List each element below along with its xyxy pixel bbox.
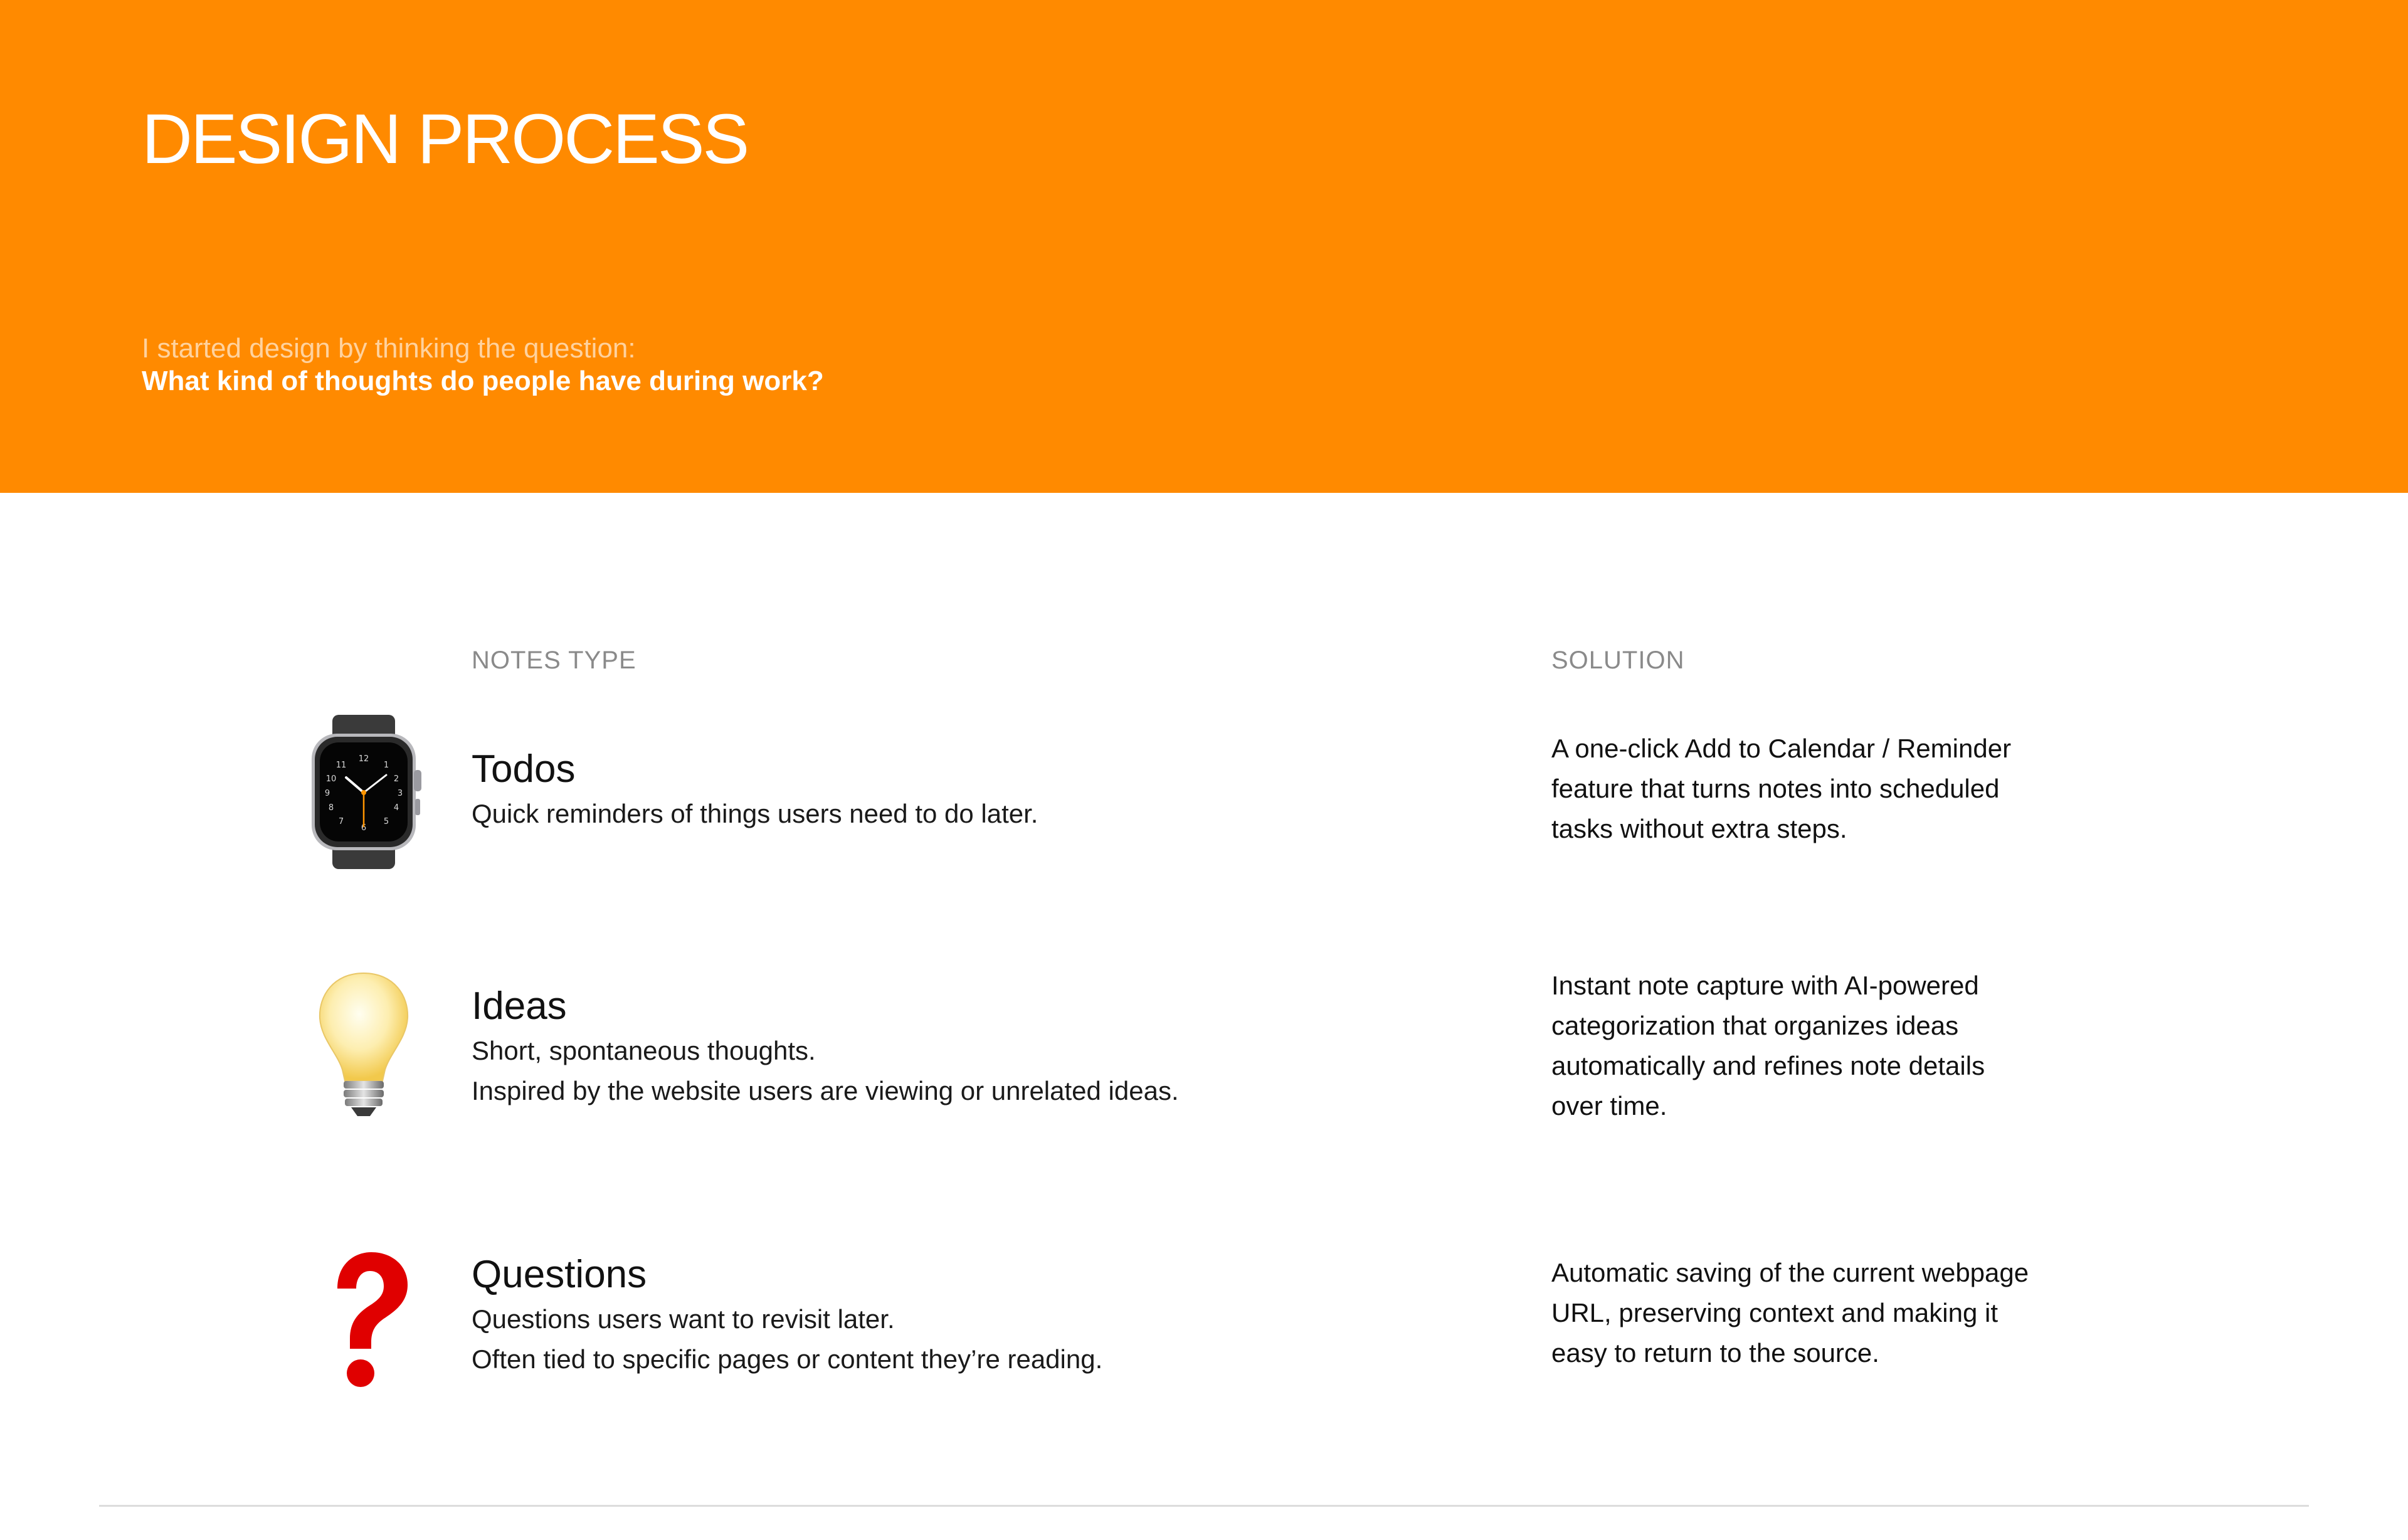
svg-text:2: 2 — [393, 774, 399, 784]
desc-line: Inspired by the website users are viewing or unrelated ideas. — [472, 1076, 1179, 1105]
solution-line: automatically and refines note details — [1551, 1051, 1985, 1080]
question-mark-icon — [301, 1245, 426, 1401]
desc-line: Often tied to specific pages or content they’re reading. — [472, 1344, 1103, 1374]
svg-text:4: 4 — [393, 803, 399, 813]
solution-line: tasks without extra steps. — [1551, 814, 1847, 843]
solution-line: feature that turns notes into scheduled — [1551, 774, 2000, 803]
solution-line: easy to return to the source. — [1551, 1338, 1879, 1368]
solution-ideas — [1551, 966, 2103, 1126]
page-title: DESIGN PROCESS — [142, 100, 748, 178]
svg-text:12: 12 — [358, 754, 369, 764]
notes-type-header: NOTES TYPE — [472, 646, 636, 674]
svg-text:10: 10 — [325, 774, 337, 784]
solution-header: SOLUTION — [1551, 646, 1685, 674]
hero-intro-text: I started design by thinking the question: — [142, 333, 636, 364]
section-divider — [99, 1505, 2309, 1507]
note-type-desc-todos — [472, 794, 1038, 834]
desc-line: Questions users want to revisit later. — [472, 1304, 895, 1334]
solution-line: Instant note capture with AI-powered — [1551, 971, 1979, 1000]
solution-questions — [1551, 1253, 2103, 1373]
solution-line: A one-click Add to Calendar / Reminder — [1551, 734, 2012, 763]
svg-text:8: 8 — [328, 803, 334, 813]
note-type-title-todos: Todos — [472, 747, 576, 791]
solution-line: over time. — [1551, 1091, 1667, 1121]
note-type-desc-ideas — [472, 1031, 1179, 1111]
hero-question-text: What kind of thoughts do people have during work? — [142, 366, 824, 396]
svg-text:3: 3 — [397, 789, 403, 798]
hero-banner — [0, 0, 2408, 493]
note-type-title-questions: Questions — [472, 1253, 647, 1296]
note-type-title-ideas: Ideas — [472, 984, 567, 1028]
solution-todos — [1551, 729, 2103, 849]
svg-text:6: 6 — [361, 823, 367, 833]
note-type-desc-questions — [472, 1299, 1102, 1379]
svg-text:9: 9 — [324, 789, 330, 798]
desc-line: Short, spontaneous thoughts. — [472, 1036, 816, 1065]
svg-text:5: 5 — [383, 817, 389, 826]
desc-line: Quick reminders of things users need to do later. — [472, 799, 1038, 828]
svg-text:11: 11 — [335, 761, 347, 770]
lightbulb-icon — [301, 966, 426, 1122]
svg-text:7: 7 — [338, 817, 344, 826]
solution-line: categorization that organizes ideas — [1551, 1011, 1959, 1040]
watch-icon — [301, 714, 426, 870]
solution-line: Automatic saving of the current webpage — [1551, 1258, 2029, 1287]
svg-text:1: 1 — [383, 761, 389, 770]
solution-line: URL, preserving context and making it — [1551, 1298, 1999, 1327]
